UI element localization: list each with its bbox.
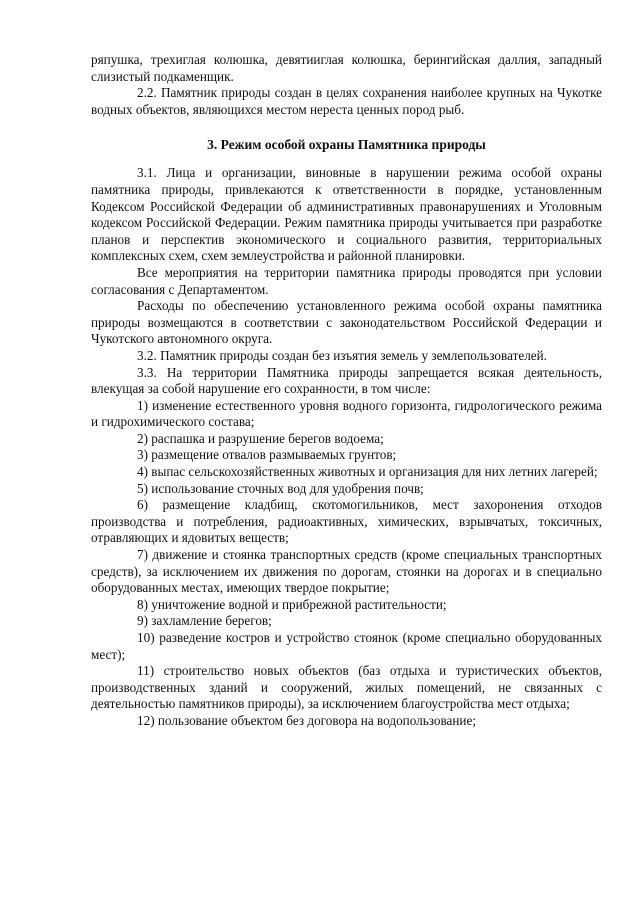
list-item: 4) выпас сельскохозяйственных животных и организация для них летних лагерей;: [137, 464, 598, 480]
list-item: 6) размещение кладбищ, скотомогильников, мест захоронения отходов производства и потребления, радиоактивных, химических, взрывчатых, токсичных, отравляющих и ядовитых веществ;: [91, 497, 602, 546]
paragraph-expenses: Расходы по обеспечению установленного режима особой охраны памятника природы возмещаются в соответствии с законодательством Российской Федерации и Чукотского автономного округа.: [91, 298, 602, 347]
list-item: 10) разведение костров и устройство стоянок (кроме специально оборудованных мест);: [91, 630, 602, 662]
section-title: 3. Режим особой охраны Памятника природы: [207, 137, 486, 153]
list-item: 9) захламление берегов;: [137, 613, 272, 629]
continuation-paragraph: ряпушка, трехиглая колюшка, девятииглая колюшка, берингийская даллия, западный слизистый подкаменщик.: [91, 52, 602, 84]
document-body: [91, 52, 602, 730]
paragraph-approval: Все мероприятия на территории памятника природы проводятся при условии согласования с Департаментом.: [91, 264, 602, 297]
list-item: 8) уничтожение водной и прибрежной растительности;: [137, 596, 447, 612]
list-item: 1) изменение естественного уровня водного горизонта, гидрологического режима и гидрохимического состава;: [91, 397, 602, 430]
list-item: 5) использование сточных вод для удобрения почв;: [137, 480, 424, 496]
list-item: 11) строительство новых объектов (баз отдыха и туристических объектов, производственных зданий и сооружений, жилых помещений, не связанных с деятельностью памятников природы), за исключением благоустройства мест отдыха;: [91, 663, 602, 712]
clause-2-2: 2.2. Памятник природы создан в целях сохранения наиболее крупных на Чукотке водных объектов, являющихся местом нереста ценных пород рыб.: [91, 85, 602, 117]
clause-3-3: 3.3. На территории Памятника природы запрещается всякая деятельность, влекущая за собой нарушение его сохранности, в том числе:: [91, 364, 602, 397]
clause-3-2: 3.2. Памятник природы создан без изъятия земель у землепользователей.: [137, 347, 547, 363]
clause-3-1: 3.1. Лица и организации, виновные в нарушении режима особой охраны памятника природы, привлекаются к ответственности в порядке, установленным Кодексом Российской Федерации об административных правонарушениях и Уголовным кодексом Российской Федерации. Режим памятника природы учитывается при разработке планов и перспектив экономического и социального развития, территориальных комплексных схем, схем землеустройства и районной планировки.: [91, 165, 602, 264]
list-item: 12) пользование объектом без договора на водопользование;: [137, 712, 477, 728]
list-item: 2) распашка и разрушение берегов водоема;: [137, 430, 384, 446]
list-item: 3) размещение отвалов размываемых грунтов;: [137, 447, 397, 463]
list-item: 7) движение и стоянка транспортных средств (кроме специальных транспортных средств), за исключением их движения по дорогам, стоянки на дорогах и в специально оборудованных местах, имеющих твердое покрытие;: [91, 547, 602, 596]
